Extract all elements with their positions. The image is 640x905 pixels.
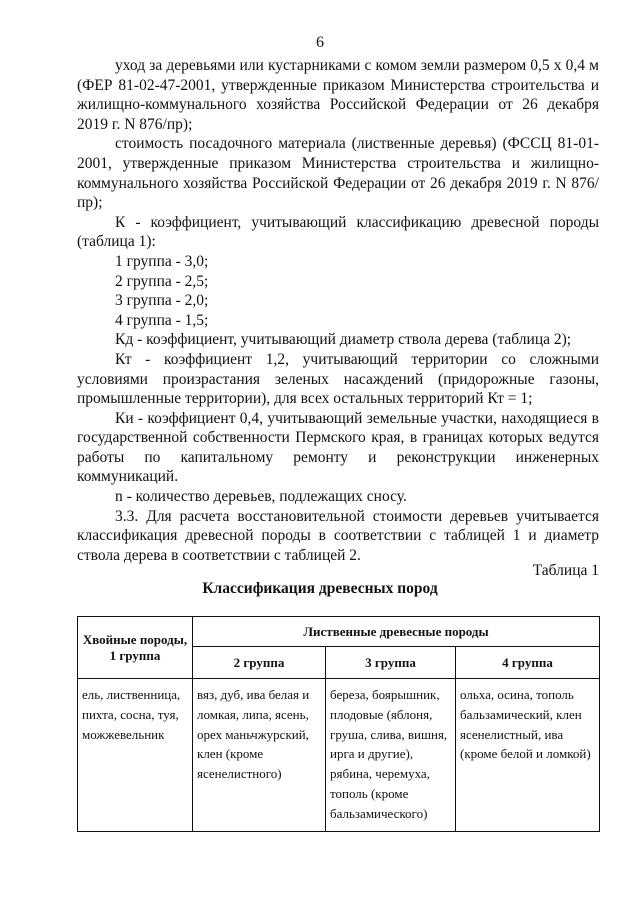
paragraph-n-count: n - количество деревьев, подлежащих сносу.: [115, 488, 407, 506]
table-row: [78, 679, 600, 832]
paragraph-planting-material: стоимость посадочного материала (лиственные деревья) (ФССЦ 81-01-2001, утвержденные приказом Министерства строительства и жилищно-коммунального хозяйства Российской Федерации от 26 декабря 2019 г. N 876/пр);: [77, 135, 599, 212]
cell-group-4: ольха, осина, тополь бальзамический, клен ясенелистный, ива (кроме белой и ломкой): [456, 679, 600, 832]
table-label: Таблица 1: [532, 562, 599, 579]
classification-table: [77, 616, 600, 832]
paragraph-section-3-3: 3.3. Для расчета восстановительной стоимости деревьев учитывается классификация древесной породы в соответствии с таблицей 1 и диаметр ствола дерева в соответствии с таблицей 2.: [77, 507, 599, 564]
header-group-2: 2 группа: [193, 647, 326, 679]
cell-group-2: вяз, дуб, ива белая и ломкая, липа, ясень, орех маньчжурский, клен (кроме ясенелистного): [193, 679, 326, 832]
header-conifer: Хвойные породы, 1 группа: [78, 617, 193, 679]
paragraph-kt-coefficient: Кт - коэффициент 1,2, учитывающий территории со сложными условиями произрастания зеленых насаждений (придорожные газоны, промышленные территории), для всех остальных территорий Кт = 1;: [77, 350, 599, 408]
page-number: 6: [316, 34, 324, 51]
header-deciduous: Лиственные древесные породы: [193, 617, 600, 647]
header-group-3: 3 группа: [326, 647, 456, 679]
list-item-group-3: 3 группа - 2,0;: [115, 292, 209, 310]
list-item-group-1: 1 группа - 3,0;: [115, 252, 209, 270]
paragraph-kd-coefficient: Кд - коэффициент, учитывающий диаметр ствола дерева (таблица 2);: [115, 331, 572, 349]
list-item-group-4: 4 группа - 1,5;: [115, 311, 209, 329]
document-body: [77, 56, 599, 565]
header-group-4: 4 группа: [456, 647, 600, 679]
table-title: Классификация древесных пород: [202, 580, 438, 597]
cell-group-1: ель, лиственница, пихта, сосна, туя, можжевельник: [78, 679, 193, 832]
paragraph-care-cost: уход за деревьями или кустарниками с комом земли размером 0,5 х 0,4 м (ФЕР 81-02-47-2001, утвержденные приказом Министерства строительства и жилищно-коммунального хозяйства Российской Федерации от 26 декабря 2019 г. N 876/пр);: [77, 57, 599, 133]
paragraph-k-coefficient: К - коэффициент, учитывающий классификацию древесной породы (таблица 1):: [77, 213, 599, 251]
cell-group-3: береза, боярышник, плодовые (яблоня, груша, слива, вишня, ирга и другие), рябина, черемуха, тополь (кроме бальзамического): [326, 679, 456, 832]
list-item-group-2: 2 группа - 2,5;: [115, 272, 209, 290]
paragraph-ki-coefficient: Ки - коэффициент 0,4, учитывающий земельные участки, находящиеся в государственной собственности Пермского края, в границах которых ведутся работы по капитальному ремонту и реконструкции инженерных коммуникаций.: [77, 409, 599, 486]
